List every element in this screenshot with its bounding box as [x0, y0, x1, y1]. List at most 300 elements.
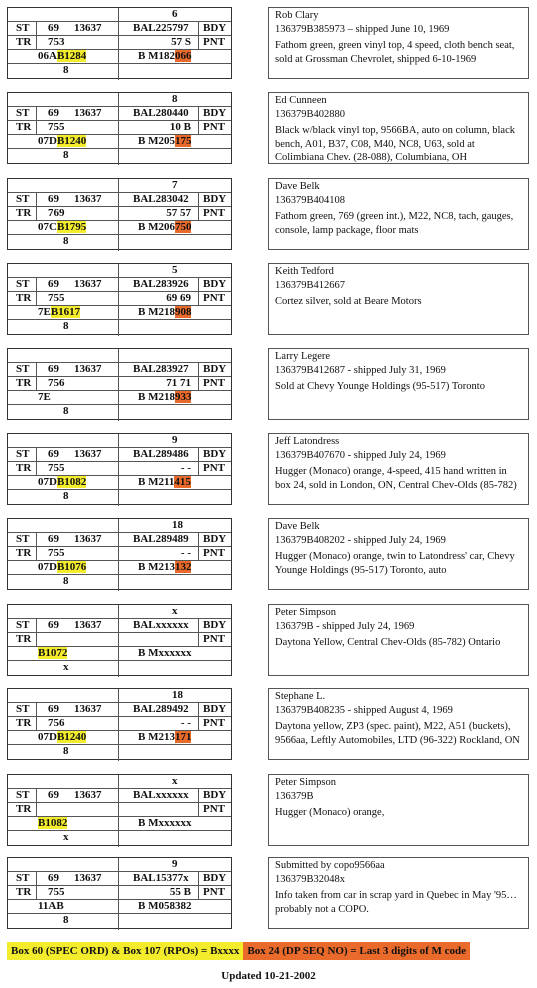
car-description: Hugger (Monaco) orange,: [275, 807, 385, 819]
m-code: [138, 900, 191, 913]
m-code: [138, 221, 191, 234]
build-date: [38, 647, 67, 660]
build-date-prefix: 06A: [38, 50, 57, 62]
body-number: BAL280440: [133, 107, 189, 119]
tag-row-bottom: [8, 914, 231, 930]
tag-row-st: [8, 448, 231, 462]
tag-row-st: [8, 363, 231, 377]
top-number: 7: [172, 179, 178, 191]
bdy-label: BDY: [203, 193, 227, 205]
m-code: [138, 731, 191, 744]
owner-note: [268, 518, 529, 590]
bdy-label: BDY: [203, 872, 227, 884]
tag-row-st: [8, 789, 231, 803]
m-code-prefix: B M182: [138, 50, 175, 62]
tag-row-bottom: [8, 575, 231, 591]
owner-name: Ed Cunneen: [275, 95, 327, 106]
tr-label: TR: [16, 36, 32, 48]
trim-code: 755: [48, 547, 65, 559]
tag-row-tr: [8, 803, 231, 817]
car-description: Black w/black vinyl top, 9566BA, auto on column, black bench, A01, B37, C08, M40, NC8, U63, sold at Colimbiana Chev. (28-088), Columbiana, OH: [275, 125, 516, 164]
owner-note: [268, 774, 529, 846]
tag-row-top: [8, 689, 231, 703]
dp-seq-number: 132: [174, 561, 192, 573]
bdy-label: BDY: [203, 363, 227, 375]
tag-row-st: [8, 619, 231, 633]
year: 69: [48, 703, 59, 715]
top-number: 18: [172, 689, 183, 701]
build-date-prefix: 07C: [38, 221, 57, 233]
trim-code: 755: [48, 292, 65, 304]
trim-code: 769: [48, 207, 65, 219]
bottom-number: 8: [63, 235, 69, 247]
record: [0, 433, 537, 505]
owner-note: [268, 857, 529, 929]
st-label: ST: [16, 448, 30, 460]
body-number: BAL289492: [133, 703, 189, 715]
tag-row-st: [8, 703, 231, 717]
bottom-number: 8: [63, 320, 69, 332]
m-code-prefix: B M058382: [138, 900, 192, 912]
owner-note: [268, 178, 529, 250]
body-number: BAL283927: [133, 363, 189, 375]
tag-row-tr: [8, 36, 231, 50]
tag-row-date: [8, 731, 231, 745]
vin-number: 136379B412667: [275, 279, 346, 291]
year: 69: [48, 533, 59, 545]
tr-label: TR: [16, 633, 32, 645]
year: 69: [48, 619, 59, 631]
m-code: [138, 561, 191, 574]
vin-number: 136379B32048x: [275, 873, 346, 885]
tag-row-tr: [8, 462, 231, 476]
cowl-tag: [7, 857, 232, 929]
tag-row-top: [8, 264, 231, 278]
build-date: [38, 476, 86, 489]
owner-note: [268, 92, 529, 164]
tr-label: TR: [16, 292, 32, 304]
dp-seq-number: 066: [174, 50, 192, 62]
m-code: [138, 391, 191, 404]
pnt-label: PNT: [203, 36, 225, 48]
bdy-label: BDY: [203, 533, 227, 545]
tr-label: TR: [16, 886, 32, 898]
tag-row-st: [8, 107, 231, 121]
spec-order-code: B1240: [56, 731, 87, 743]
tag-row-tr: [8, 633, 231, 647]
paint-code: 69 69: [166, 292, 191, 304]
tag-row-top: [8, 349, 231, 363]
build-date: [38, 731, 86, 744]
legend-dp-seq: Box 24 (DP SEQ NO) = Last 3 digits of M code: [243, 942, 470, 960]
tr-label: TR: [16, 717, 32, 729]
spec-order-code: B1082: [38, 817, 68, 829]
tag-row-tr: [8, 377, 231, 391]
model: 13637: [74, 22, 102, 34]
dp-seq-number: 908: [174, 306, 192, 318]
year: 69: [48, 22, 59, 34]
cowl-tag: [7, 263, 232, 335]
cowl-tag: [7, 433, 232, 505]
build-date-prefix: 07D: [38, 135, 57, 147]
build-date: [38, 221, 86, 234]
tag-row-tr: [8, 292, 231, 306]
cowl-tag: [7, 518, 232, 590]
tag-row-top: [8, 605, 231, 619]
vin-number: 136379B404108: [275, 194, 346, 206]
model: 13637: [74, 533, 102, 545]
build-date-prefix: 07D: [38, 731, 57, 743]
tr-label: TR: [16, 207, 32, 219]
build-date: [38, 391, 51, 404]
pnt-label: PNT: [203, 717, 225, 729]
trim-code: 756: [48, 377, 65, 389]
tag-row-tr: [8, 547, 231, 561]
record: [0, 518, 537, 590]
spec-order-code: B1240: [56, 135, 87, 147]
top-number: 6: [172, 8, 178, 20]
build-date: [38, 900, 64, 913]
m-code: [138, 476, 191, 489]
top-number: 8: [172, 93, 178, 105]
year: 69: [48, 448, 59, 460]
tag-row-date: [8, 221, 231, 235]
bdy-label: BDY: [203, 703, 227, 715]
cowl-tag: [7, 348, 232, 420]
paint-code: - -: [180, 547, 191, 559]
st-label: ST: [16, 872, 30, 884]
tag-row-date: [8, 306, 231, 320]
st-label: ST: [16, 107, 30, 119]
bottom-number: 8: [63, 745, 69, 757]
updated-date: Updated 10-21-2002: [221, 970, 316, 982]
paint-code: 10 B: [169, 121, 191, 133]
tr-label: TR: [16, 547, 32, 559]
m-code-prefix: B Mxxxxxx: [138, 817, 192, 829]
build-date-prefix: 7E: [38, 306, 51, 318]
tag-row-st: [8, 22, 231, 36]
body-number: BAL283926: [133, 278, 189, 290]
car-description: Daytona Yellow, Central Chev-Olds (85-782) Ontario: [275, 637, 501, 649]
pnt-label: PNT: [203, 121, 225, 133]
pnt-label: PNT: [203, 547, 225, 559]
tag-row-top: [8, 93, 231, 107]
dp-seq-number: 750: [174, 221, 192, 233]
year: 69: [48, 193, 59, 205]
record: [0, 857, 537, 929]
owner-name: Peter Simpson: [275, 777, 336, 788]
owner-note: [268, 604, 529, 676]
tag-row-top: [8, 858, 231, 872]
spec-order-code: B1072: [38, 647, 68, 659]
bottom-number: 8: [63, 405, 69, 417]
car-description: Info taken from car in scrap yard in Quebec in May '95…probably not a COPO.: [275, 890, 517, 915]
tag-row-st: [8, 533, 231, 547]
paint-code: 57 S: [171, 36, 191, 48]
dp-seq-number: 175: [174, 135, 192, 147]
owner-note: [268, 348, 529, 420]
bdy-label: BDY: [203, 619, 227, 631]
car-description: Sold at Chevy Younge Holdings (95-517) Toronto: [275, 381, 485, 393]
record: [0, 774, 537, 846]
pnt-label: PNT: [203, 803, 225, 815]
owner-name: Stephane L.: [275, 691, 326, 702]
tag-row-st: [8, 278, 231, 292]
tag-row-bottom: [8, 745, 231, 761]
vin-number: 136379B408235 - shipped August 4, 1969: [275, 704, 453, 716]
tag-row-date: [8, 817, 231, 831]
model: 13637: [74, 448, 102, 460]
tag-row-top: [8, 434, 231, 448]
st-label: ST: [16, 533, 30, 545]
tag-row-bottom: [8, 490, 231, 506]
model: 13637: [74, 363, 102, 375]
bdy-label: BDY: [203, 448, 227, 460]
tag-row-date: [8, 900, 231, 914]
tag-row-date: [8, 50, 231, 64]
dp-seq-number: 171: [174, 731, 192, 743]
dp-seq-number: 933: [174, 391, 192, 403]
bdy-label: BDY: [203, 278, 227, 290]
cowl-tag: [7, 688, 232, 760]
legend: [7, 942, 470, 960]
tag-row-bottom: [8, 149, 231, 165]
owner-name: Dave Belk: [275, 521, 320, 532]
vin-number: 136379B407670 - shipped July 24, 1969: [275, 449, 446, 461]
trim-code: 755: [48, 886, 65, 898]
vin-number: 136379B402880: [275, 108, 346, 120]
owner-note: [268, 688, 529, 760]
car-description: Hugger (Monaco) orange, twin to Latondress' car, Chevy Younge Holdings (95-517) Toronto, auto: [275, 551, 515, 576]
tag-row-tr: [8, 886, 231, 900]
model: 13637: [74, 107, 102, 119]
st-label: ST: [16, 193, 30, 205]
model: 13637: [74, 872, 102, 884]
record: [0, 688, 537, 760]
tag-row-date: [8, 647, 231, 661]
tr-label: TR: [16, 462, 32, 474]
vin-number: 136379B: [275, 790, 314, 802]
year: 69: [48, 872, 59, 884]
m-code: [138, 306, 191, 319]
tag-row-bottom: [8, 661, 231, 677]
paint-code: 57 57: [166, 207, 191, 219]
tag-row-date: [8, 135, 231, 149]
body-number: BAL225797: [133, 22, 189, 34]
year: 69: [48, 278, 59, 290]
tag-row-bottom: [8, 64, 231, 80]
bottom-number: 8: [63, 149, 69, 161]
build-date: [38, 817, 67, 830]
build-date-prefix: 07D: [38, 476, 57, 488]
year: 69: [48, 107, 59, 119]
m-code-prefix: B M211: [138, 476, 175, 488]
owner-name: Dave Belk: [275, 181, 320, 192]
tag-row-bottom: [8, 235, 231, 251]
m-code-prefix: B M218: [138, 306, 175, 318]
tag-row-bottom: [8, 320, 231, 336]
owner-name: Keith Tedford: [275, 266, 334, 277]
vin-number: 136379B - shipped July 24, 1969: [275, 620, 415, 632]
tr-label: TR: [16, 803, 32, 815]
model: 13637: [74, 619, 102, 631]
trim-code: 753: [48, 36, 65, 48]
st-label: ST: [16, 703, 30, 715]
owner-note: [268, 263, 529, 335]
bottom-number: 8: [63, 914, 69, 926]
record: [0, 604, 537, 676]
tag-row-tr: [8, 717, 231, 731]
owner-name: Larry Legere: [275, 351, 331, 362]
vin-number: 136379B408202 - shipped July 24, 1969: [275, 534, 446, 546]
build-date: [38, 306, 80, 319]
m-code-prefix: B M213: [138, 561, 175, 573]
car-description: Fathom green, green vinyl top, 4 speed, cloth bench seat, sold at Grossman Chevrolet, shipped 6-10-1969: [275, 40, 515, 65]
car-description: Hugger (Monaco) orange, 4-speed, 415 hand written in box 24, sold in London, ON, Central Chev-Olds (85-782): [275, 466, 517, 491]
tag-row-st: [8, 872, 231, 886]
vin-number: 136379B412687 - shipped July 31, 1969: [275, 364, 446, 376]
paint-code: 71 71: [166, 377, 191, 389]
car-description: Cortez silver, sold at Beare Motors: [275, 296, 422, 308]
m-code-prefix: B M205: [138, 135, 175, 147]
st-label: ST: [16, 619, 30, 631]
record: [0, 348, 537, 420]
tag-row-tr: [8, 121, 231, 135]
bottom-number: x: [63, 661, 69, 673]
bottom-number: 8: [63, 575, 69, 587]
cowl-tag: [7, 774, 232, 846]
tag-row-top: [8, 519, 231, 533]
tag-row-date: [8, 476, 231, 490]
model: 13637: [74, 703, 102, 715]
body-number: BALxxxxxx: [133, 789, 189, 801]
owner-name: Jeff Latondress: [275, 436, 340, 447]
top-number: 18: [172, 519, 183, 531]
build-date-prefix: 7E: [38, 391, 51, 403]
build-date: [38, 50, 86, 63]
build-date: [38, 135, 86, 148]
m-code: [138, 50, 191, 63]
bottom-number: x: [63, 831, 69, 843]
record: [0, 178, 537, 250]
spec-order-code: B1076: [56, 561, 87, 573]
top-number: 9: [172, 858, 178, 870]
tag-row-st: [8, 193, 231, 207]
tag-row-bottom: [8, 831, 231, 847]
top-number: x: [172, 775, 178, 787]
spec-order-code: B1284: [56, 50, 87, 62]
top-number: 9: [172, 434, 178, 446]
legend-spec-ord: Box 60 (SPEC ORD) & Box 107 (RPOs) = Bxxxx: [7, 942, 243, 960]
year: 69: [48, 363, 59, 375]
spec-order-code: B1795: [56, 221, 87, 233]
body-number: BALxxxxxx: [133, 619, 189, 631]
build-date-prefix: 07D: [38, 561, 57, 573]
owner-note: [268, 433, 529, 505]
tag-row-bottom: [8, 405, 231, 421]
m-code: [138, 135, 191, 148]
paint-code: - -: [180, 462, 191, 474]
cowl-tag: [7, 604, 232, 676]
st-label: ST: [16, 789, 30, 801]
tr-label: TR: [16, 121, 32, 133]
tag-row-top: [8, 179, 231, 193]
owner-name: Rob Clary: [275, 10, 319, 21]
bottom-number: 8: [63, 490, 69, 502]
st-label: ST: [16, 363, 30, 375]
tag-row-date: [8, 391, 231, 405]
pnt-label: PNT: [203, 377, 225, 389]
body-number: BAL15377x: [133, 872, 189, 884]
record: [0, 92, 537, 164]
m-code-prefix: B Mxxxxxx: [138, 647, 192, 659]
top-number: x: [172, 605, 178, 617]
paint-code: - -: [180, 717, 191, 729]
tag-row-top: [8, 8, 231, 22]
pnt-label: PNT: [203, 633, 225, 645]
model: 13637: [74, 278, 102, 290]
body-number: BAL289486: [133, 448, 189, 460]
pnt-label: PNT: [203, 292, 225, 304]
vin-number: 136379B385973 – shipped June 10, 1969: [275, 23, 450, 35]
tr-label: TR: [16, 377, 32, 389]
body-number: BAL289489: [133, 533, 189, 545]
st-label: ST: [16, 278, 30, 290]
model: 13637: [74, 789, 102, 801]
m-code-prefix: B M213: [138, 731, 175, 743]
cowl-tag: [7, 92, 232, 164]
build-date: [38, 561, 86, 574]
bdy-label: BDY: [203, 789, 227, 801]
spec-order-code: B1617: [50, 306, 81, 318]
body-number: BAL283042: [133, 193, 189, 205]
trim-code: 755: [48, 121, 65, 133]
trim-code: 756: [48, 717, 65, 729]
trim-code: 755: [48, 462, 65, 474]
cowl-tag: [7, 178, 232, 250]
model: 13637: [74, 193, 102, 205]
pnt-label: PNT: [203, 207, 225, 219]
owner-name: Peter Simpson: [275, 607, 336, 618]
record: [0, 263, 537, 335]
owner-note: [268, 7, 529, 79]
m-code-prefix: B M218: [138, 391, 175, 403]
m-code: [138, 647, 191, 660]
year: 69: [48, 789, 59, 801]
pnt-label: PNT: [203, 886, 225, 898]
top-number: 5: [172, 264, 178, 276]
build-date-prefix: 11AB: [38, 900, 64, 912]
tag-row-top: [8, 775, 231, 789]
bdy-label: BDY: [203, 22, 227, 34]
bdy-label: BDY: [203, 107, 227, 119]
owner-name: Submitted by copo9566aa: [275, 860, 385, 871]
bottom-number: 8: [63, 64, 69, 76]
car-description: Daytona yellow, ZP3 (spec. paint), M22, A51 (buckets), 9566aa, Leftly Automobiles, LTD (96-322) Rockland, ON: [275, 721, 520, 746]
car-description: Fathom green, 769 (green int.), M22, NC8, tach, gauges, console, lamp package, floor mats: [275, 211, 514, 236]
tag-row-date: [8, 561, 231, 575]
st-label: ST: [16, 22, 30, 34]
m-code-prefix: B M206: [138, 221, 175, 233]
dp-seq-number: 415: [174, 476, 191, 488]
tag-row-tr: [8, 207, 231, 221]
paint-code: 55 B: [169, 886, 191, 898]
record: [0, 7, 537, 79]
spec-order-code: B1082: [56, 476, 87, 488]
pnt-label: PNT: [203, 462, 225, 474]
m-code: [138, 817, 191, 830]
cowl-tag: [7, 7, 232, 79]
